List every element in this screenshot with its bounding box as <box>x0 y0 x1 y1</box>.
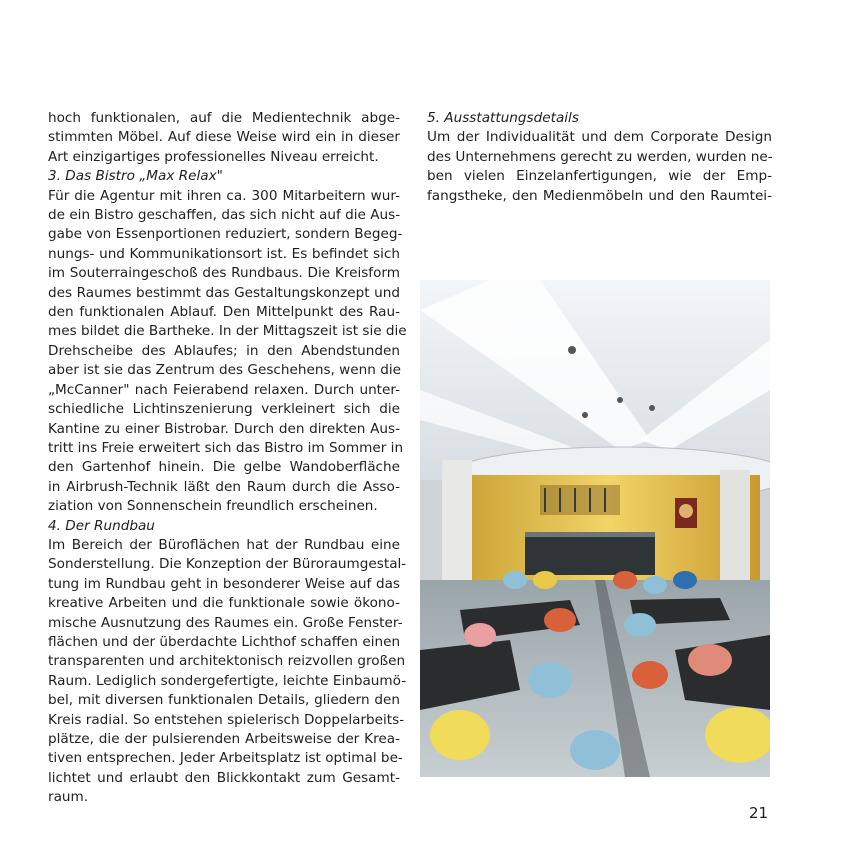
text-line: tung im Rundbau geht in besonderer Weise auf das <box>48 575 400 592</box>
text-line: hoch funktionalen, auf die Medientechnik abge- <box>48 110 400 126</box>
text-line: Für die Agentur mit ihren ca. 300 Mitarbeitern wur- <box>48 187 400 204</box>
text-line: den Gartenhof hinein. Die gelbe Wandoberfläche <box>48 459 400 476</box>
text-line: transparenten und architektonisch reizvollen großen <box>48 653 406 670</box>
text-line: ziation von Sonnenschein freundlich erscheinen. <box>48 498 378 515</box>
text-line: in Airbrush-Technik läßt den Raum durch die Asso- <box>48 478 400 495</box>
text-line: Drehscheibe des Ablaufes; in den Abendstunden <box>48 342 400 359</box>
text-line: lichtet und erlaubt den Blickkontakt zum Gesamt- <box>48 769 400 786</box>
text-line: mes bildet die Bartheke. In der Mittagszeit ist sie die <box>48 323 407 340</box>
text-line: tiven entsprechen. Jeder Arbeitsplatz ist optimal be- <box>48 750 403 767</box>
text-line: Im Bereich der Büroflächen hat der Rundbau eine <box>48 536 400 553</box>
section-3-paragraph <box>48 187 407 517</box>
text-line: gabe von Essenportionen reduziert, sondern Begeg- <box>48 226 403 243</box>
text-line: Kantine zu einer Bistrobar. Durch den direkten Aus- <box>48 420 400 437</box>
text-line: des Raumes bestimmt das Gestaltungskonzept und <box>48 284 400 301</box>
text-line: stimmten Möbel. Auf diese Weise wird ein in dieser <box>48 129 400 146</box>
text-line: im Souterraingeschoß des Rundbaus. Die Kreisform <box>48 265 400 282</box>
left-text-column <box>48 109 407 808</box>
text-line: schiedliche Lichtinszenierung verkleinert sich die <box>48 401 400 418</box>
text-line: den funktionalen Ablauf. Den Mittelpunkt des Rau- <box>48 304 400 321</box>
bistro-interior-illustration <box>420 280 770 777</box>
text-line: aber ist sie das Zentrum des Geschehens, wenn die <box>48 362 401 379</box>
text-line: de ein Bistro geschaffen, das sich nicht auf die Aus- <box>48 207 401 224</box>
text-line: Um der Individualität und dem Corporate Design <box>427 129 772 146</box>
text-line: Raum. Lediglich sondergefertigte, leichte Einbaumö- <box>48 672 407 689</box>
text-line: Kreis radial. So entstehen spielerisch Doppelarbeits- <box>48 711 405 728</box>
text-line: „McCanner" nach Feierabend relaxen. Durch unter- <box>48 381 400 398</box>
section-3-heading: 3. Das Bistro „Max Relax" <box>48 168 223 185</box>
section-4-heading: 4. Der Rundbau <box>48 517 155 534</box>
text-line: raum. <box>48 789 89 806</box>
right-text-column <box>427 109 772 206</box>
section-5-paragraph <box>427 128 772 206</box>
intro-paragraph <box>48 109 400 167</box>
text-line: Art einzigartiges professionelles Niveau erreicht. <box>48 148 379 165</box>
text-line: plätze, die der pulsierenden Arbeitsweise der Krea- <box>48 731 400 747</box>
text-line: mische Ausnutzung des Raumes ein. Große Fenster- <box>48 614 403 631</box>
section-5-heading: 5. Ausstattungsdetails <box>427 110 579 126</box>
page-number: 21 <box>749 804 769 822</box>
bistro-photo <box>420 280 770 777</box>
text-line: kreative Arbeiten und die funktionale sowie ökono- <box>48 595 400 612</box>
text-line: bel, mit diversen funktionalen Details, gliedern den <box>48 692 400 709</box>
text-line: tritt ins Freie erweitert sich das Bistro im Sommer in <box>48 439 404 456</box>
text-line: fangstheke, den Medienmöbeln und den Raumtei- <box>427 187 772 204</box>
section-4-paragraph <box>48 536 407 808</box>
text-line: flächen und der überdachte Lichthof schaffen einen <box>48 633 401 650</box>
text-line: Sonderstellung. Die Konzeption der Büroraumgestal- <box>48 556 407 573</box>
text-line: ben vielen Einzelanfertigungen, wie der Emp- <box>427 168 772 185</box>
text-line: des Unternehmens gerecht zu werden, wurden ne- <box>427 148 773 165</box>
text-line: nungs- und Kommunikationsort ist. Es befindet sich <box>48 245 400 262</box>
